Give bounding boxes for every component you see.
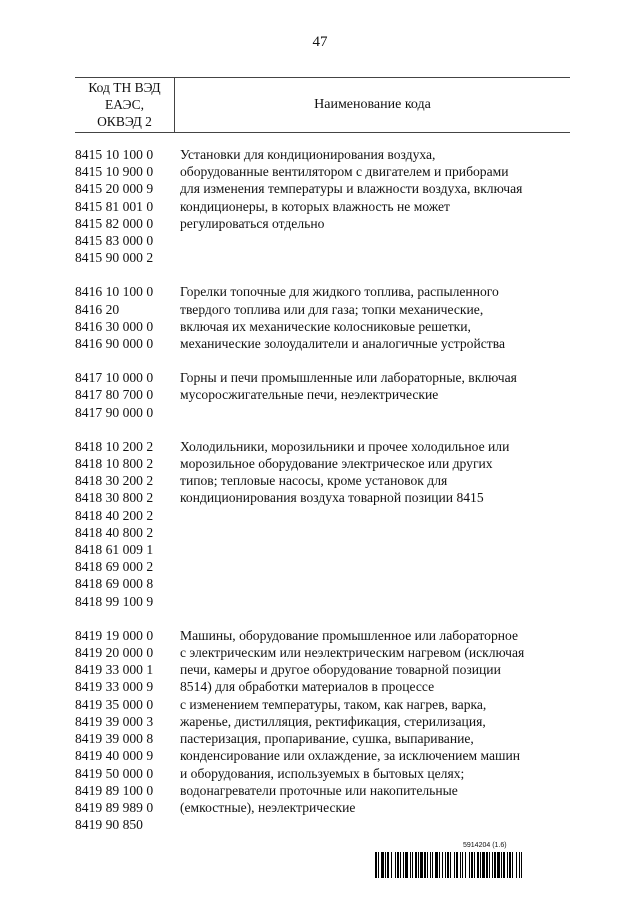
code-value: 8419 33 000 1: [75, 662, 154, 678]
description-line: с изменением температуры, таком, как нагрев, варка,: [180, 696, 487, 712]
page-number: 47: [312, 34, 328, 50]
description-line: кондиционирования воздуха товарной позиции 8415: [180, 490, 484, 506]
code-value: 8418 30 800 2: [75, 490, 154, 506]
code-value: 8419 50 000 0: [75, 765, 154, 781]
code-value: 8415 83 000 0: [75, 233, 154, 249]
description-line: кондиционеры, в которых влажность не может: [180, 198, 450, 214]
code-list: [75, 627, 178, 833]
code-description: [178, 627, 570, 833]
code-value: 8416 10 100 0: [75, 284, 154, 300]
description-line: печи, камеры и другое оборудование товарной позиции: [180, 662, 501, 678]
description-line: Установки для кондиционирования воздуха,: [180, 147, 436, 162]
description-line: мусоросжигательные печи, неэлектрические: [180, 387, 439, 403]
description-line: регулироваться отдельно: [180, 215, 325, 231]
code-value: 8415 20 000 9: [75, 181, 154, 197]
description-line: Холодильники, морозильники и прочее холодильное или: [180, 438, 510, 454]
description-line: оборудованные вентилятором с двигателем и приборами: [180, 164, 509, 180]
description-line: конденсирование или охлаждение, за исключением машин: [180, 748, 521, 764]
code-value: 8419 89 989 0: [75, 799, 154, 815]
description-line: с электрическим или неэлектрическим нагревом (исключая: [180, 645, 525, 661]
table-row: [75, 438, 570, 610]
table-header: [75, 77, 570, 133]
description-line: морозильное оборудование электрическое или других: [180, 456, 493, 472]
description-line: пастеризация, пропаривание, сушка, выпаривание,: [180, 731, 474, 747]
code-value: 8419 90 850: [75, 817, 143, 833]
code-list: [75, 283, 178, 352]
code-value: 8418 69 000 8: [75, 576, 154, 592]
code-value: 8418 99 100 9: [75, 593, 154, 609]
code-table-body: [75, 146, 570, 850]
description-line: твердого топлива или для газа; топки механические,: [180, 301, 484, 317]
code-value: 8419 39 000 8: [75, 731, 154, 747]
code-value: 8416 90 000 0: [75, 336, 154, 352]
code-value: 8419 39 000 3: [75, 713, 154, 729]
header-code-line: Код ТН ВЭД: [88, 80, 161, 95]
code-value: 8418 30 200 2: [75, 473, 154, 489]
code-value: 8418 69 000 2: [75, 559, 154, 575]
code-value: 8417 10 000 0: [75, 370, 154, 386]
description-line: включая их механические колосниковые решетки,: [180, 318, 471, 334]
description-line: (емкостные), неэлектрические: [180, 799, 356, 815]
code-value: 8419 40 000 9: [75, 748, 154, 764]
code-value: 8419 89 100 0: [75, 782, 154, 798]
barcode-image: [375, 852, 572, 878]
header-name-column: Наименование кода: [314, 97, 431, 112]
description-line: 8514) для обработки материалов в процессе: [180, 679, 435, 695]
description-line: типов; тепловые насосы, кроме установок для: [180, 473, 448, 489]
table-row: [75, 283, 570, 352]
code-list: [75, 438, 178, 610]
code-value: 8419 19 000 0: [75, 627, 154, 643]
header-code-line: ОКВЭД 2: [97, 114, 152, 129]
code-value: 8416 30 000 0: [75, 318, 154, 334]
code-value: 8418 10 200 2: [75, 438, 154, 454]
code-value: 8419 20 000 0: [75, 645, 154, 661]
code-value: 8418 61 009 1: [75, 542, 154, 558]
description-line: водонагреватели проточные или накопительные: [180, 782, 458, 798]
code-list: [75, 369, 178, 421]
description-line: для изменения температуры и влажности воздуха, включая: [180, 181, 523, 197]
code-value: 8415 90 000 2: [75, 250, 154, 266]
code-value: 8417 80 700 0: [75, 387, 154, 403]
description-line: и оборудования, используемых в бытовых целях;: [180, 765, 465, 781]
code-list: [75, 146, 178, 266]
code-value: 8418 40 800 2: [75, 524, 154, 540]
code-value: 8418 10 800 2: [75, 456, 154, 472]
code-description: [178, 438, 570, 610]
code-value: 8415 10 100 0: [75, 147, 154, 162]
code-value: 8415 82 000 0: [75, 215, 154, 231]
code-description: [178, 146, 570, 266]
code-value: 8419 35 000 0: [75, 696, 154, 712]
code-value: 8419 33 000 9: [75, 679, 154, 695]
header-code-line: ЕАЭС,: [105, 97, 144, 112]
description-line: механические золоудалители и аналогичные устройства: [180, 336, 505, 352]
document-stamp-number: 5914204 (1.6): [463, 842, 507, 849]
description-line: Машины, оборудование промышленное или лабораторное: [180, 627, 519, 643]
header-code-column: [75, 78, 175, 132]
code-value: 8417 90 000 0: [75, 404, 154, 420]
code-value: 8416 20: [75, 301, 120, 317]
code-value: 8415 81 001 0: [75, 198, 154, 214]
table-row: [75, 369, 570, 421]
description-line: Горны и печи промышленные или лабораторные, включая: [180, 370, 517, 386]
description-line: жаренье, дистилляция, ректификация, стерилизация,: [180, 713, 486, 729]
code-value: 8418 40 200 2: [75, 507, 154, 523]
code-value: 8415 10 900 0: [75, 164, 154, 180]
code-description: [178, 369, 570, 421]
code-description: [178, 283, 570, 352]
description-line: Горелки топочные для жидкого топлива, распыленного: [180, 284, 499, 300]
table-row: [75, 627, 570, 833]
table-row: [75, 146, 570, 266]
